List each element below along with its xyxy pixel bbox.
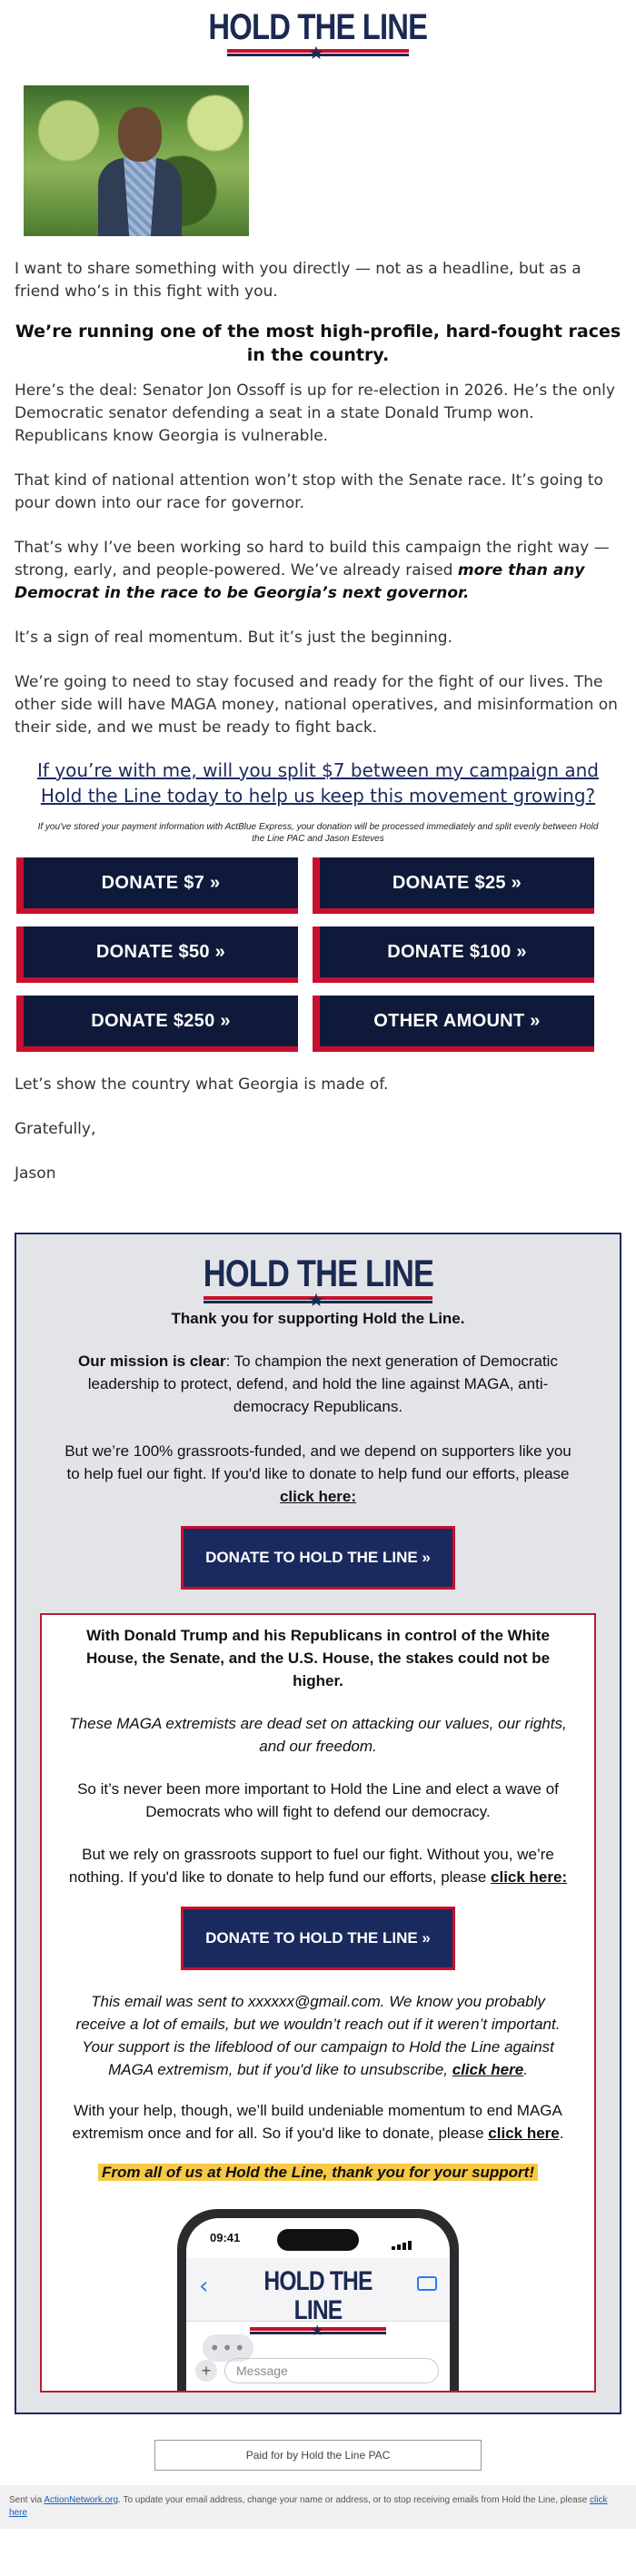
paragraph-ossoff: Here’s the deal: Senator Jon Ossoff is up for re-election in 2026. He’s the only Democratic senator defending a seat in a state Donald Trump won. Republicans know Georgia is vulnerable.	[15, 381, 615, 445]
logo-wordmark: HOLD THE LINE	[208, 7, 428, 47]
wave-paragraph: So it’s never been more important to Hold the Line and elect a wave of Democrats who will fight to defend our democracy.	[77, 1780, 559, 1820]
footer-box	[15, 1233, 621, 2414]
letter-body	[0, 258, 636, 845]
signature: Jason	[15, 1164, 56, 1183]
rely-paragraph: But we rely on grassroots support to fuel our fight. Without you, we’re nothing. If you'd like to donate to help fund our efforts, please click here:	[68, 1846, 568, 1886]
donate-7-button[interactable]: DONATE $7 »	[16, 857, 298, 914]
phone-mockup	[177, 2209, 459, 2391]
signal-battery-icon	[392, 2233, 428, 2244]
header-logo	[0, 0, 636, 62]
paragraph-sign: It’s a sign of real momentum. But it’s just the beginning.	[15, 629, 452, 647]
typing-indicator-icon: •••	[203, 2334, 253, 2362]
other-amount-button[interactable]: OTHER AMOUNT »	[313, 996, 594, 1052]
star-icon: ★	[308, 1289, 324, 1311]
mission-statement: Our mission is clear: To champion the next generation of Democratic leadership to protect, defend, and hold the line against MAGA, anti-democracy Republicans.	[78, 1352, 558, 1415]
video-call-icon	[417, 2276, 437, 2291]
candidate-photo	[24, 85, 249, 236]
footer-logo-stripe	[204, 1289, 432, 1311]
highlight-thanks: From all of us at Hold the Line, thank you for your support!	[42, 2161, 594, 2184]
donate-25-button[interactable]: DONATE $25 »	[313, 857, 594, 914]
stakes-headline: With Donald Trump and his Republicans in control of the White House, the Senate, and the U.S. House, the stakes could not be higher.	[85, 1627, 551, 1689]
phone-logo-wordmark: HOLD THE LINE	[263, 2266, 373, 2325]
message-input: Message	[224, 2358, 439, 2383]
closing-line: Let’s show the country what Georgia is made of.	[15, 1075, 389, 1094]
letter-closing	[0, 1074, 636, 1185]
star-icon: ★	[308, 42, 324, 64]
legal-footer: Sent via ActionNetwork.org. To update your email address, change your name or address, or to stop receiving emails from Hold the Line, please click here	[0, 2485, 636, 2529]
dynamic-island	[277, 2229, 359, 2251]
intro-paragraph: I want to share something with you directly — not as a headline, but as a friend who’s in this fight with you.	[15, 260, 581, 301]
footer-logo	[16, 1245, 620, 1311]
maga-italic: These MAGA extremists are dead set on attacking our values, our rights, and our freedom.	[69, 1715, 567, 1755]
chat-header	[186, 2258, 450, 2339]
actionnetwork-link[interactable]: ActionNetwork.org	[44, 2495, 119, 2505]
donate-250-button[interactable]: DONATE $250 »	[16, 996, 298, 1052]
momentum-paragraph: With your help, though, we’ll build undeniable momentum to end MAGA extremism once and for all. So if you'd like to donate, please click here.	[72, 2102, 564, 2142]
donate-50-button[interactable]: DONATE $50 »	[16, 926, 298, 983]
signoff: Gratefully,	[15, 1120, 96, 1138]
paid-for-disclaimer: Paid for by Hold the Line PAC	[154, 2440, 482, 2471]
inner-click-here-link[interactable]: click here:	[491, 1868, 568, 1886]
paragraph-attention: That kind of national attention won’t stop with the Senate race. It’s going to pour down into our race for governor.	[15, 471, 603, 512]
phone-logo-stripe	[250, 2322, 386, 2339]
click-here-link[interactable]: click here:	[279, 1488, 357, 1505]
inner-donate-button[interactable]: DONATE TO HOLD THE LINE »	[181, 1907, 455, 1970]
footer-thanks: Thank you for supporting Hold the Line.	[171, 1310, 465, 1327]
grassroots-text: But we’re 100% grassroots-funded, and we depend on supporters like you to help fuel our fight. If you'd like to donate to help fund our efforts, please click here:	[65, 1442, 571, 1505]
footer-logo-wordmark: HOLD THE LINE	[203, 1252, 433, 1294]
donate-ask-link[interactable]: If you’re with me, will you split $7 between my campaign and Hold the Line today to help us keep this movement growing?	[37, 759, 599, 807]
star-icon: ★	[311, 2322, 324, 2339]
inner-appeal-box	[40, 1613, 596, 2393]
paragraph-fight: We’re going to need to stay focused and ready for the fight of our lives. The other side will have MAGA money, national operatives, and misinformation on their side, and we must be ready to fight back.	[15, 673, 618, 737]
email-note: This email was sent to xxxxxx@gmail.com. We know you probably receive a lot of emails, but we wouldn’t reach out if it weren’t important. Your support is the lifeblood of our campaign to Hold the Line against MAGA extremism, but if you'd like to unsubscribe, click here.	[75, 1993, 561, 2078]
manage-email-link[interactable]: click here	[9, 2495, 608, 2518]
lead-heading: We’re running one of the most high-profile, hard-fought races in the country.	[15, 322, 621, 365]
paragraph-momentum: That’s why I’ve been working so hard to build this campaign the right way — strong, early, and people-powered. We’ve already raised more than any Democrat in the race to be Georgia’s next governor.	[15, 539, 610, 602]
donate-hold-the-line-button[interactable]: DONATE TO HOLD THE LINE »	[181, 1526, 455, 1590]
plus-icon: +	[195, 2360, 217, 2382]
back-chevron-icon: ‹	[199, 2273, 209, 2300]
unsubscribe-link[interactable]: click here	[452, 2061, 524, 2078]
phone-time: 09:41	[210, 2231, 241, 2244]
momentum-donate-link[interactable]: click here	[488, 2125, 560, 2142]
donate-100-button[interactable]: DONATE $100 »	[313, 926, 594, 983]
actblue-fine-print: If you've stored your payment information with ActBlue Express, your donation will be processed immediately and split evenly between Hold the Line PAC and Jason Esteves	[37, 822, 599, 844]
phone-logo	[249, 2266, 387, 2339]
donate-button-grid	[16, 857, 636, 1052]
phone-screen	[186, 2218, 450, 2391]
logo-stripe	[227, 42, 409, 64]
